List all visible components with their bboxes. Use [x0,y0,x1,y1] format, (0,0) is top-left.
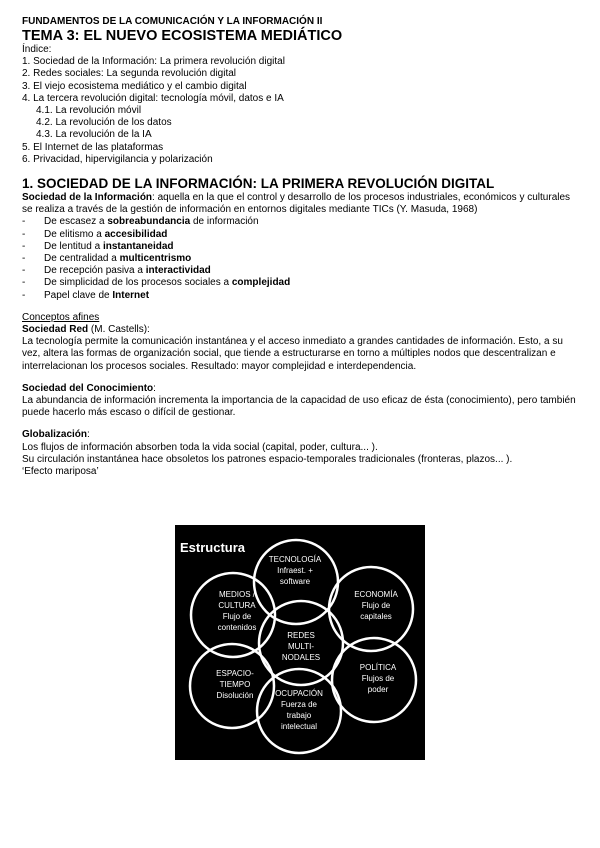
svg-text:NODALES [282,653,320,662]
svg-text:ESPACIO- [216,669,254,678]
circle-label: NODALES [281,653,321,662]
sociedad-conocimiento-heading: Sociedad del Conocimiento: [22,382,156,394]
circle-label: Flujos de [361,674,395,683]
index-list [22,56,582,166]
circle-label: TECNOLOGÍA [268,555,322,564]
svg-text:MULTI- [288,642,314,651]
globalizacion-line: ‘Efecto mariposa’ [22,466,99,478]
circle-label: poder [367,685,389,694]
circle-label: MEDIOS / [218,590,256,599]
list-item: - De centralidad a multicentrismo [22,253,582,265]
conceptos-afines-label: Conceptos afines [22,311,100,323]
circle-label: REDES [287,631,315,640]
circle-label: ESPACIO- [216,669,254,678]
circle-label: capitales [360,612,392,621]
list-item: - Papel clave de Internet [22,290,582,302]
circle-label: software [279,577,311,586]
circle-label: contenidos [217,623,257,632]
definition-term: Sociedad de la Información [22,192,153,204]
circle-label: Flujo de [361,601,391,610]
svg-text:POLÍTICA [360,663,397,672]
diagram-title: Estructura [180,540,246,555]
tema-title: TEMA 3: EL NUEVO ECOSISTEMA MEDIÁTICO [22,28,343,44]
index-item: 4. La tercera revolución digital: tecnología móvil, datos e IA [22,92,284,104]
document-page [22,16,582,478]
circle-label: POLÍTICA [359,663,397,672]
svg-text:ECONOMÍA [354,590,398,599]
list-item: - De simplicidad de los procesos sociales a complejidad [22,277,582,289]
svg-text:TECNOLOGÍA [269,555,322,564]
index-item: 5. El Internet de las plataformas [22,141,164,153]
svg-text:Flujo de [362,601,391,610]
list-item: - De lentitud a instantaneidad [22,241,582,253]
index-item: 1. Sociedad de la Información: La primera revolución digital [22,56,285,68]
estructura-diagram [175,525,425,760]
index-item: 6. Privacidad, hipervigilancia y polarización [22,153,213,165]
sociedad-red-text: La tecnología permite la comunicación instantánea y el acceso inmediato a grandes cantidades de información. Esto, a su vez, altera las formas de organización social, que tiende a estructurarse en torno a múltiples nodos que descentralizan e interrelacionan los procesos sociales. Resultado: mayor complejidad e interdependencia. [22,336,563,372]
sociedad-conocimiento-text: La abundancia de información incrementa la importancia de la capacidad de uso eficaz de ésta (conocimiento), pero también puede hacerlo más escaso o difícil de gestionar. [22,395,576,419]
circle-label: intelectual [280,722,318,731]
circle-label: MULTI- [287,642,315,651]
transformation-list [22,216,582,301]
circle-label: Infraest. + [277,566,313,575]
svg-text:Infraest. + [277,566,313,575]
sociedad-red-heading: Sociedad Red (M. Castells): [22,324,150,336]
index-subitem: 4.3. La revolución de la IA [36,129,152,141]
svg-text:contenidos [218,623,257,632]
svg-text:Flujo de [223,612,252,621]
course-title: FUNDAMENTOS DE LA COMUNICACIÓN Y LA INFORMACIÓN II [22,16,323,27]
circle-label: TIEMPO [219,680,251,689]
index-label: Índice: [22,44,52,55]
circle-label: CULTURA [218,601,256,610]
circle-label: trabajo [286,711,312,720]
definition-paragraph [22,192,582,216]
svg-text:Fuerza de [281,700,318,709]
svg-text:CULTURA [218,601,256,610]
svg-text:TIEMPO [220,680,251,689]
list-item: - De elitismo a accesibilidad [22,229,582,241]
svg-text:poder [368,685,389,694]
svg-text:intelectual [281,722,317,731]
svg-text:Flujos de [362,674,395,683]
index-item: 2. Redes sociales: La segunda revolución digital [22,68,237,80]
index-subitem: 4.1. La revolución móvil [36,105,142,117]
list-item: - De escasez a sobreabundancia de información [22,216,582,228]
svg-text:trabajo [287,711,312,720]
globalizacion-line: Su circulación instantánea hace obsoletos los patrones espacio-temporales tradicionales (fronteras, plazos... ). [22,453,513,465]
svg-text:capitales [360,612,392,621]
circle-label: Flujo de [222,612,252,621]
svg-text:OCUPACIÓN [275,689,323,698]
section-1-heading: 1. SOCIEDAD DE LA INFORMACIÓN: LA PRIMERA REVOLUCIÓN DIGITAL [22,176,495,192]
circle-label: Disolución [216,691,254,700]
globalizacion-heading: Globalización: [22,429,90,441]
index-subitem: 4.2. La revolución de los datos [36,117,172,129]
circle-label: ECONOMÍA [354,590,398,599]
svg-text:Disolución [217,691,254,700]
index-item: 3. El viejo ecosistema mediático y el cambio digital [22,80,247,92]
list-item: - De recepción pasiva a interactividad [22,265,582,277]
svg-text:software [280,577,311,586]
svg-text:REDES [287,631,315,640]
svg-text:MEDIOS / [219,590,256,599]
circle-label: OCUPACIÓN [275,689,323,698]
definition-text: : aquella en la que el control y desarrollo de los procesos industriales, económicos y culturales se realiza a través de la gestión de información en entornos digitales mediante TICs (Y. Masuda, 1968) [22,192,571,216]
circle-label: Fuerza de [280,700,318,709]
globalizacion-line: Los flujos de información absorben toda la vida social (capital, poder, cultura... ). [22,441,378,453]
